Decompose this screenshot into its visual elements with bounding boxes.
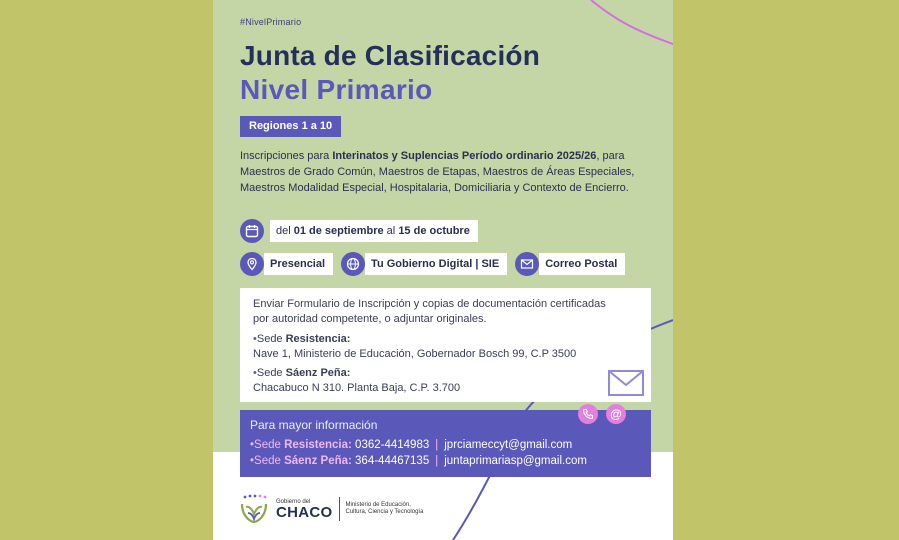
bullet-icon: • (250, 455, 255, 467)
date-prefix: del (276, 225, 294, 237)
mode-label: Correo Postal (539, 253, 625, 275)
sede-address: Nave 1, Ministerio de Educación, Gobernador Bosch 99, C.P 3500 (253, 348, 577, 360)
government-logo (240, 494, 426, 524)
date-end: 15 de octubre (398, 225, 470, 237)
chaco-emblem-icon (240, 494, 268, 524)
contact-name: Resistencia: (284, 439, 352, 451)
contact-resistencia (250, 439, 572, 451)
contact-name: Sáenz Peña: (284, 455, 352, 467)
contact-email[interactable]: jprciameccyt@gmail.com (444, 439, 573, 451)
description (240, 148, 650, 196)
government-name (276, 499, 333, 520)
more-info-title: Para mayor información (250, 418, 378, 432)
sede-name: Resistencia: (285, 333, 351, 345)
mode-label: Tu Gobierno Digital | SIE (365, 253, 507, 275)
description-part2: , para Maestros de Grado Común, Maestros de Etapas, Maestros de Áreas Especiales, Maestros Modalidad Especial, Hospitalaria, Domiciliaria y Contexto de Encierro. (240, 150, 635, 194)
mode-digital (341, 252, 507, 276)
ministry-name: Ministerio de Educación, Cultura, Ciencia y Tecnología (345, 502, 424, 515)
globe-icon (341, 252, 365, 276)
envelope-icon (608, 370, 644, 396)
mail-icon (515, 252, 539, 276)
info-text: Enviar Formulario de Inscripción y copias de documentación certificadas por autoridad competente, o adjuntar originales. (253, 298, 606, 325)
date-range-row (240, 219, 478, 243)
contact-phone[interactable]: 0362-4414983 (351, 439, 430, 451)
location-pin-icon (240, 252, 264, 276)
contact-icons (578, 404, 626, 424)
sede-address: Chacabuco N 310. Planta Baja, C.P. 3.700 (253, 382, 461, 394)
description-part1: Inscripciones para (240, 150, 333, 162)
bullet-icon: • (253, 333, 257, 345)
modes-row (240, 252, 633, 276)
page-title: Junta de Clasificación (240, 40, 541, 71)
date-range (270, 220, 478, 242)
sede-saenz-pena (253, 366, 460, 396)
hashtag: #NivelPrimario (240, 17, 302, 27)
date-middle: al (383, 225, 399, 237)
mode-postal (515, 252, 625, 276)
poster (213, 0, 673, 540)
sede-name: Sáenz Peña: (285, 367, 351, 379)
bullet-icon: • (253, 367, 257, 379)
contact-label: Sede (254, 439, 285, 451)
regions-badge: Regiones 1 a 10 (240, 116, 341, 137)
at-sign-icon: @ (606, 404, 626, 424)
separator: | (435, 439, 439, 451)
sede-prefix: Sede (256, 333, 286, 345)
separator: | (435, 455, 439, 467)
contact-saenz-pena (250, 455, 587, 467)
contact-label: Sede (254, 455, 285, 467)
government-label: Gobierno del (276, 498, 311, 505)
contact-email[interactable]: juntaprimariasp@gmail.com (444, 455, 587, 467)
bullet-icon: • (250, 439, 255, 451)
mode-label: Presencial (264, 253, 333, 275)
province-name: CHACO (276, 503, 333, 521)
sede-prefix: Sede (256, 367, 286, 379)
date-start: 01 de septiembre (293, 225, 384, 237)
description-bold: Interinatos y Suplencias Período ordinario 2025/26 (332, 150, 597, 162)
mode-presencial (240, 252, 333, 276)
contact-phone[interactable]: 364-44467135 (351, 455, 430, 467)
page-subtitle: Nivel Primario (240, 74, 433, 105)
divider (339, 497, 340, 521)
phone-icon (578, 404, 598, 424)
calendar-icon (240, 219, 264, 243)
info-box (240, 288, 651, 402)
sede-resistencia (253, 332, 576, 362)
